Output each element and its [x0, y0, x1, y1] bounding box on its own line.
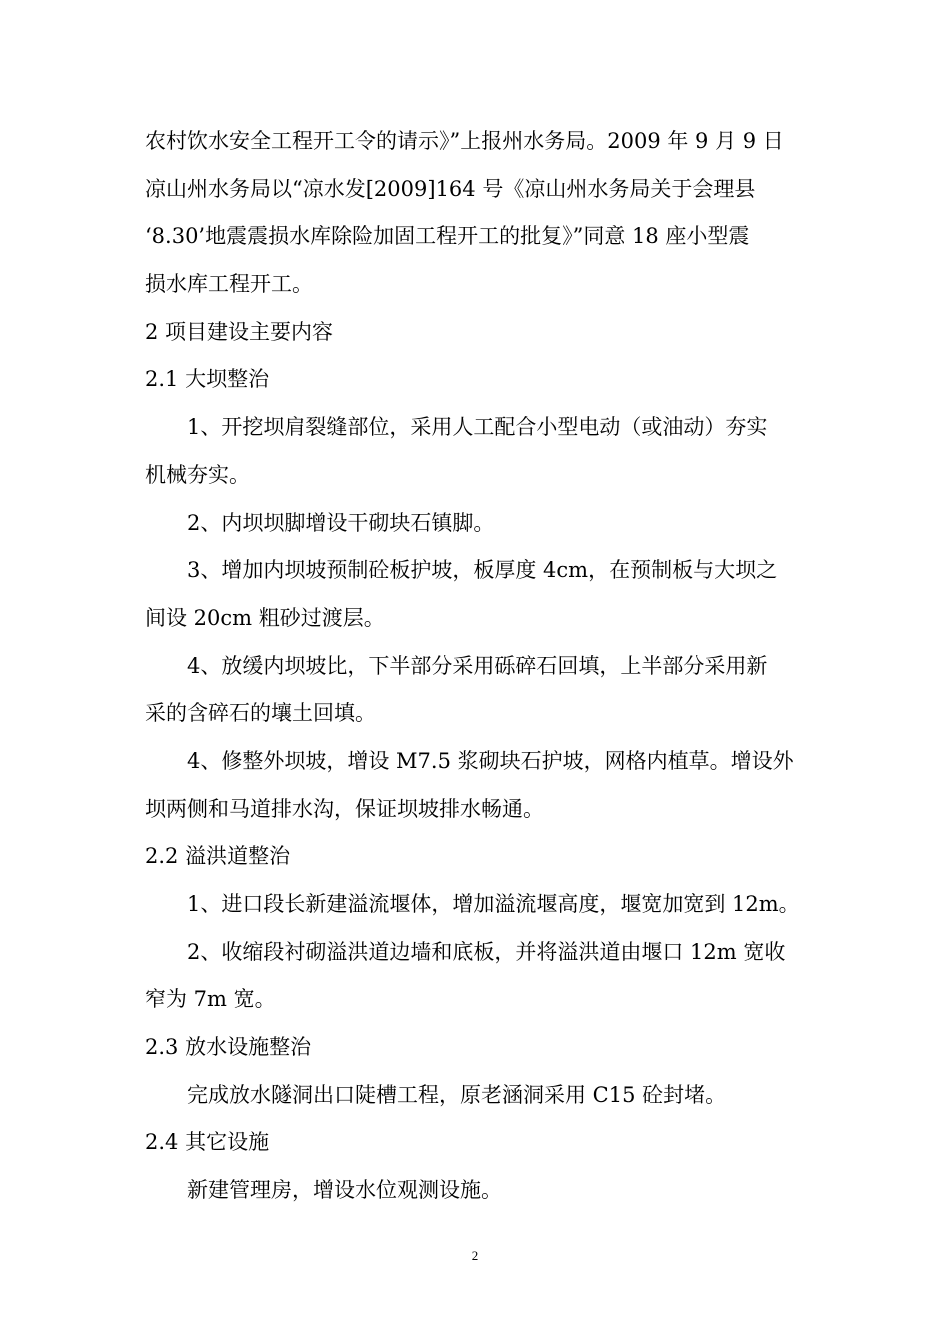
text-line: 2、内坝坝脚增设干砌块石镇脚。 — [187, 510, 495, 535]
text-line: 1、进口段长新建溢流堰体，增加溢流堰高度，堰宽加宽到 12m。 — [187, 892, 800, 916]
text-line: 农村饮水安全工程开工令的请示》”上报州水务局。2009 年 9 月 9 日 — [145, 129, 784, 153]
text-line: 4、放缓内坝坡比，下半部分采用砾碎石回填，上半部分采用新 — [187, 653, 768, 678]
subsection-heading: 2.2 溢洪道整治 — [145, 844, 291, 869]
text-line: 凉山州水务局以“凉水发[2009]164 号《凉山州水务局关于会理县 — [145, 176, 756, 201]
text-line: 机械夯实。 — [145, 462, 250, 487]
text-line: 完成放水隧洞出口陡槽工程，原老涵洞采用 C15 砼封堵。 — [187, 1082, 727, 1107]
text-line: 窄为 7m 宽。 — [145, 987, 276, 1012]
text-line: 2、收缩段衬砌溢洪道边墙和底板，并将溢洪道由堰口 12m 宽收 — [187, 939, 786, 964]
body-text — [145, 118, 810, 1215]
text-line: ‘8.30’地震震损水库除险加固工程开工的批复》”同意 18 座小型震 — [145, 224, 750, 249]
subsection-heading: 2.3 放水设施整治 — [145, 1035, 312, 1060]
subsection-heading: 2.1 大坝整治 — [145, 367, 270, 392]
section-heading: 2 项目建设主要内容 — [145, 319, 334, 344]
text-line: 损水库工程开工。 — [145, 272, 313, 297]
text-line: 3、增加内坝坡预制砼板护坡，板厚度 4cm，在预制板与大坝之 — [187, 558, 778, 583]
subsection-heading: 2.4 其它设施 — [145, 1130, 270, 1155]
text-line: 采的含碎石的壤土回填。 — [145, 701, 376, 726]
text-line: 间设 20cm 粗砂过渡层。 — [145, 605, 385, 630]
text-line: 新建管理房，增设水位观测设施。 — [187, 1178, 502, 1203]
text-line: 4、修整外坝坡，增设 M7.5 浆砌块石护坡，网格内植草。增设外 — [187, 748, 794, 773]
text-line: 1、开挖坝肩裂缝部位，采用人工配合小型电动（或油动）夯实 — [187, 415, 768, 440]
text-line: 坝两侧和马道排水沟，保证坝坡排水畅通。 — [145, 796, 544, 821]
page-number: 2 — [471, 1248, 479, 1263]
